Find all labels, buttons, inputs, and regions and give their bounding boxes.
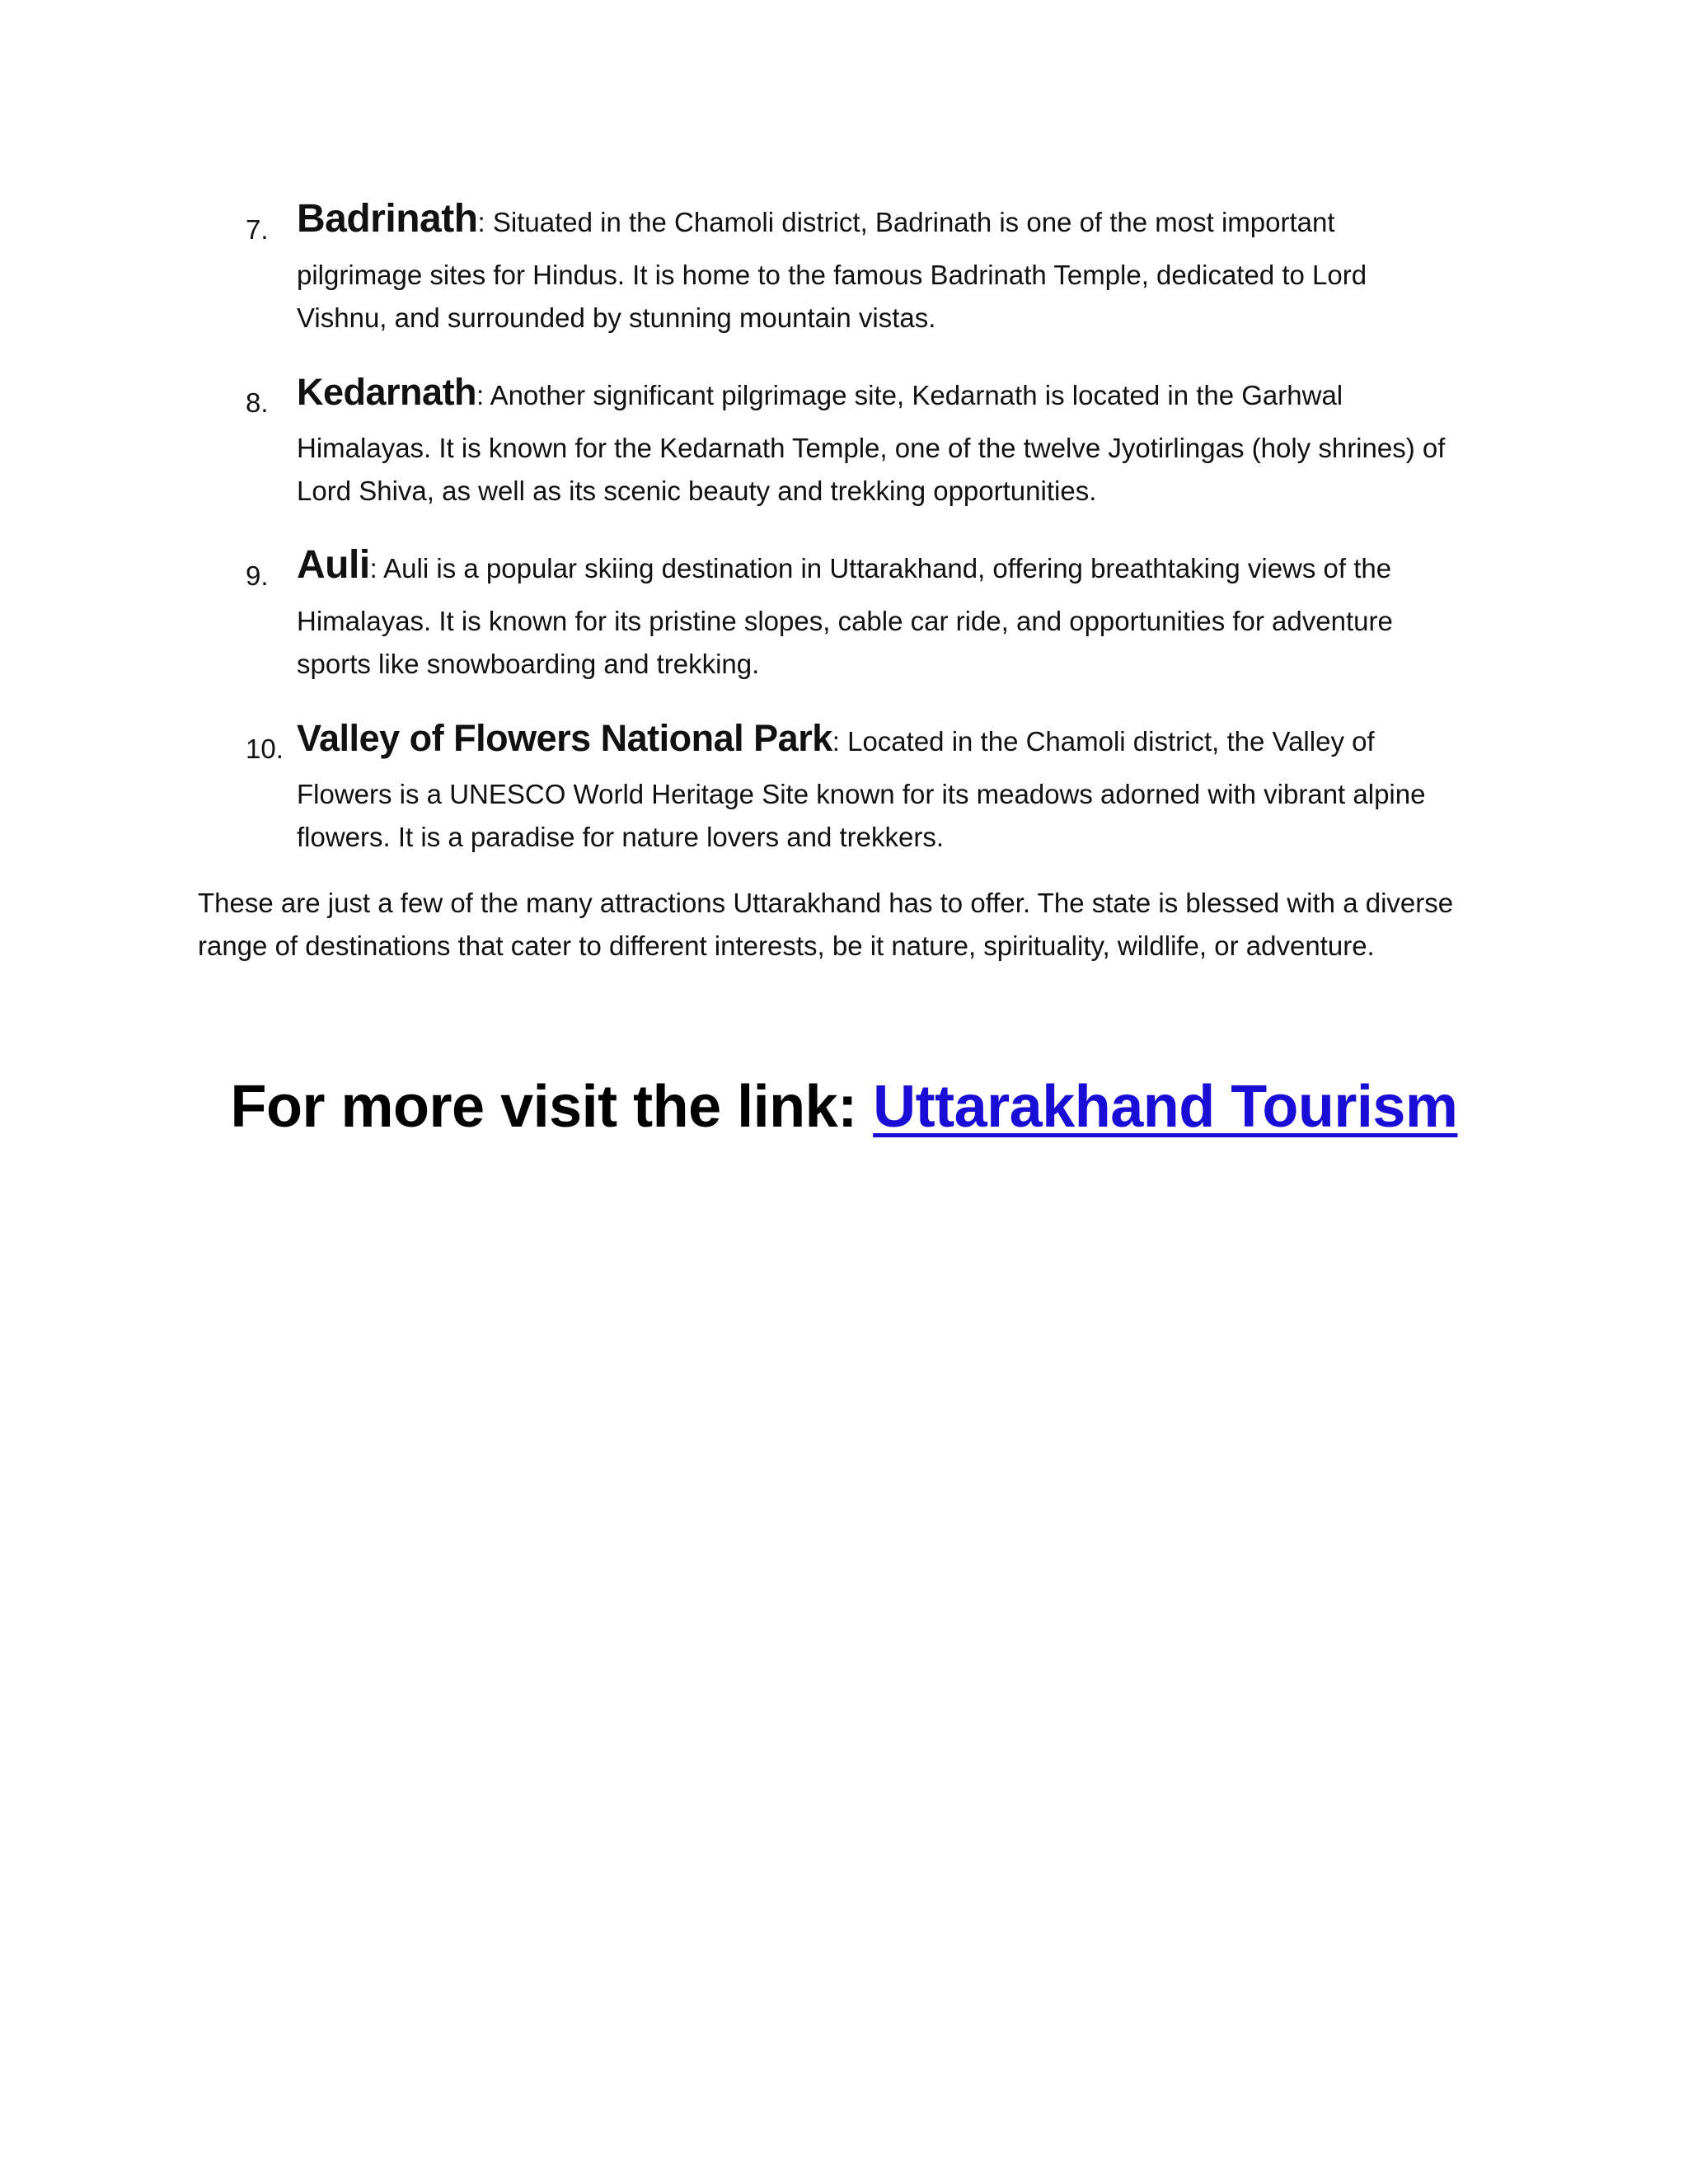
list-item-line: Lord Shiva, as well as its scenic beauty and trekking opportunities. <box>297 476 1097 506</box>
list-item-number: 10. <box>246 733 284 764</box>
list-item-line: Vishnu, and surrounded by stunning mountain vistas. <box>297 302 936 333</box>
list-item-line: Himalayas. It is known for the Kedarnath Temple, one of the twelve Jyotirlingas (holy shrines) of <box>297 433 1446 463</box>
more-info-heading <box>0 1067 1688 1146</box>
list-item-text: Located in the Chamoli district, the Valley of <box>839 726 1375 757</box>
list-item-number: 8. <box>246 387 269 418</box>
list-item-line: Himalayas. It is known for its pristine slopes, cable car ride, and opportunities for adventure <box>297 606 1393 636</box>
attractions-list <box>0 198 1688 893</box>
more-info-prefix: For more visit the link: <box>230 1074 874 1140</box>
list-item-valley-of-flowers <box>246 717 1484 859</box>
list-item-first-line <box>297 198 1484 254</box>
list-item-first-line <box>297 544 1484 600</box>
list-item-colon: : <box>832 726 840 757</box>
uttarakhand-tourism-link[interactable]: Uttarakhand Tourism <box>873 1074 1458 1140</box>
summary-line: These are just a few of the many attractions Uttarakhand has to offer. The state is blessed with a diverse <box>198 888 1454 918</box>
list-item-line: pilgrimage sites for Hindus. It is home to the famous Badrinath Temple, dedicated to Lord <box>297 260 1367 290</box>
summary-line: range of destinations that cater to different interests, be it nature, spirituality, wildlife, or adventure. <box>198 930 1375 961</box>
list-item-badrinath <box>246 197 1484 340</box>
list-item-title: Auli <box>297 543 370 587</box>
list-item-text: Another significant pilgrimage site, Kedarnath is located in the Garhwal <box>484 380 1343 410</box>
list-item-colon: : <box>477 207 485 237</box>
list-item-kedarnath <box>246 371 1484 513</box>
list-item-text: Situated in the Chamoli district, Badrinath is one of the most important <box>485 207 1335 237</box>
list-item-line: flowers. It is a paradise for nature lovers and trekkers. <box>297 822 945 852</box>
list-item-line: sports like snowboarding and trekking. <box>297 649 760 679</box>
list-item-first-line <box>297 717 1484 773</box>
list-item-title: Valley of Flowers National Park <box>297 717 832 759</box>
list-item-line: Flowers is a UNESCO World Heritage Site known for its meadows adorned with vibrant alpine <box>297 779 1426 809</box>
list-item-number: 7. <box>246 214 269 245</box>
list-item-text: Auli is a popular skiing destination in Uttarakhand, offering breathtaking views of the <box>377 553 1392 583</box>
list-item-number: 9. <box>246 560 269 591</box>
list-item-colon: : <box>476 380 485 410</box>
list-item-first-line <box>297 371 1484 427</box>
list-item-colon: : <box>369 553 377 583</box>
list-item-auli <box>246 543 1484 686</box>
list-item-title: Kedarnath <box>297 371 477 413</box>
list-item-title: Badrinath <box>297 197 478 241</box>
summary-paragraph <box>198 882 1500 968</box>
